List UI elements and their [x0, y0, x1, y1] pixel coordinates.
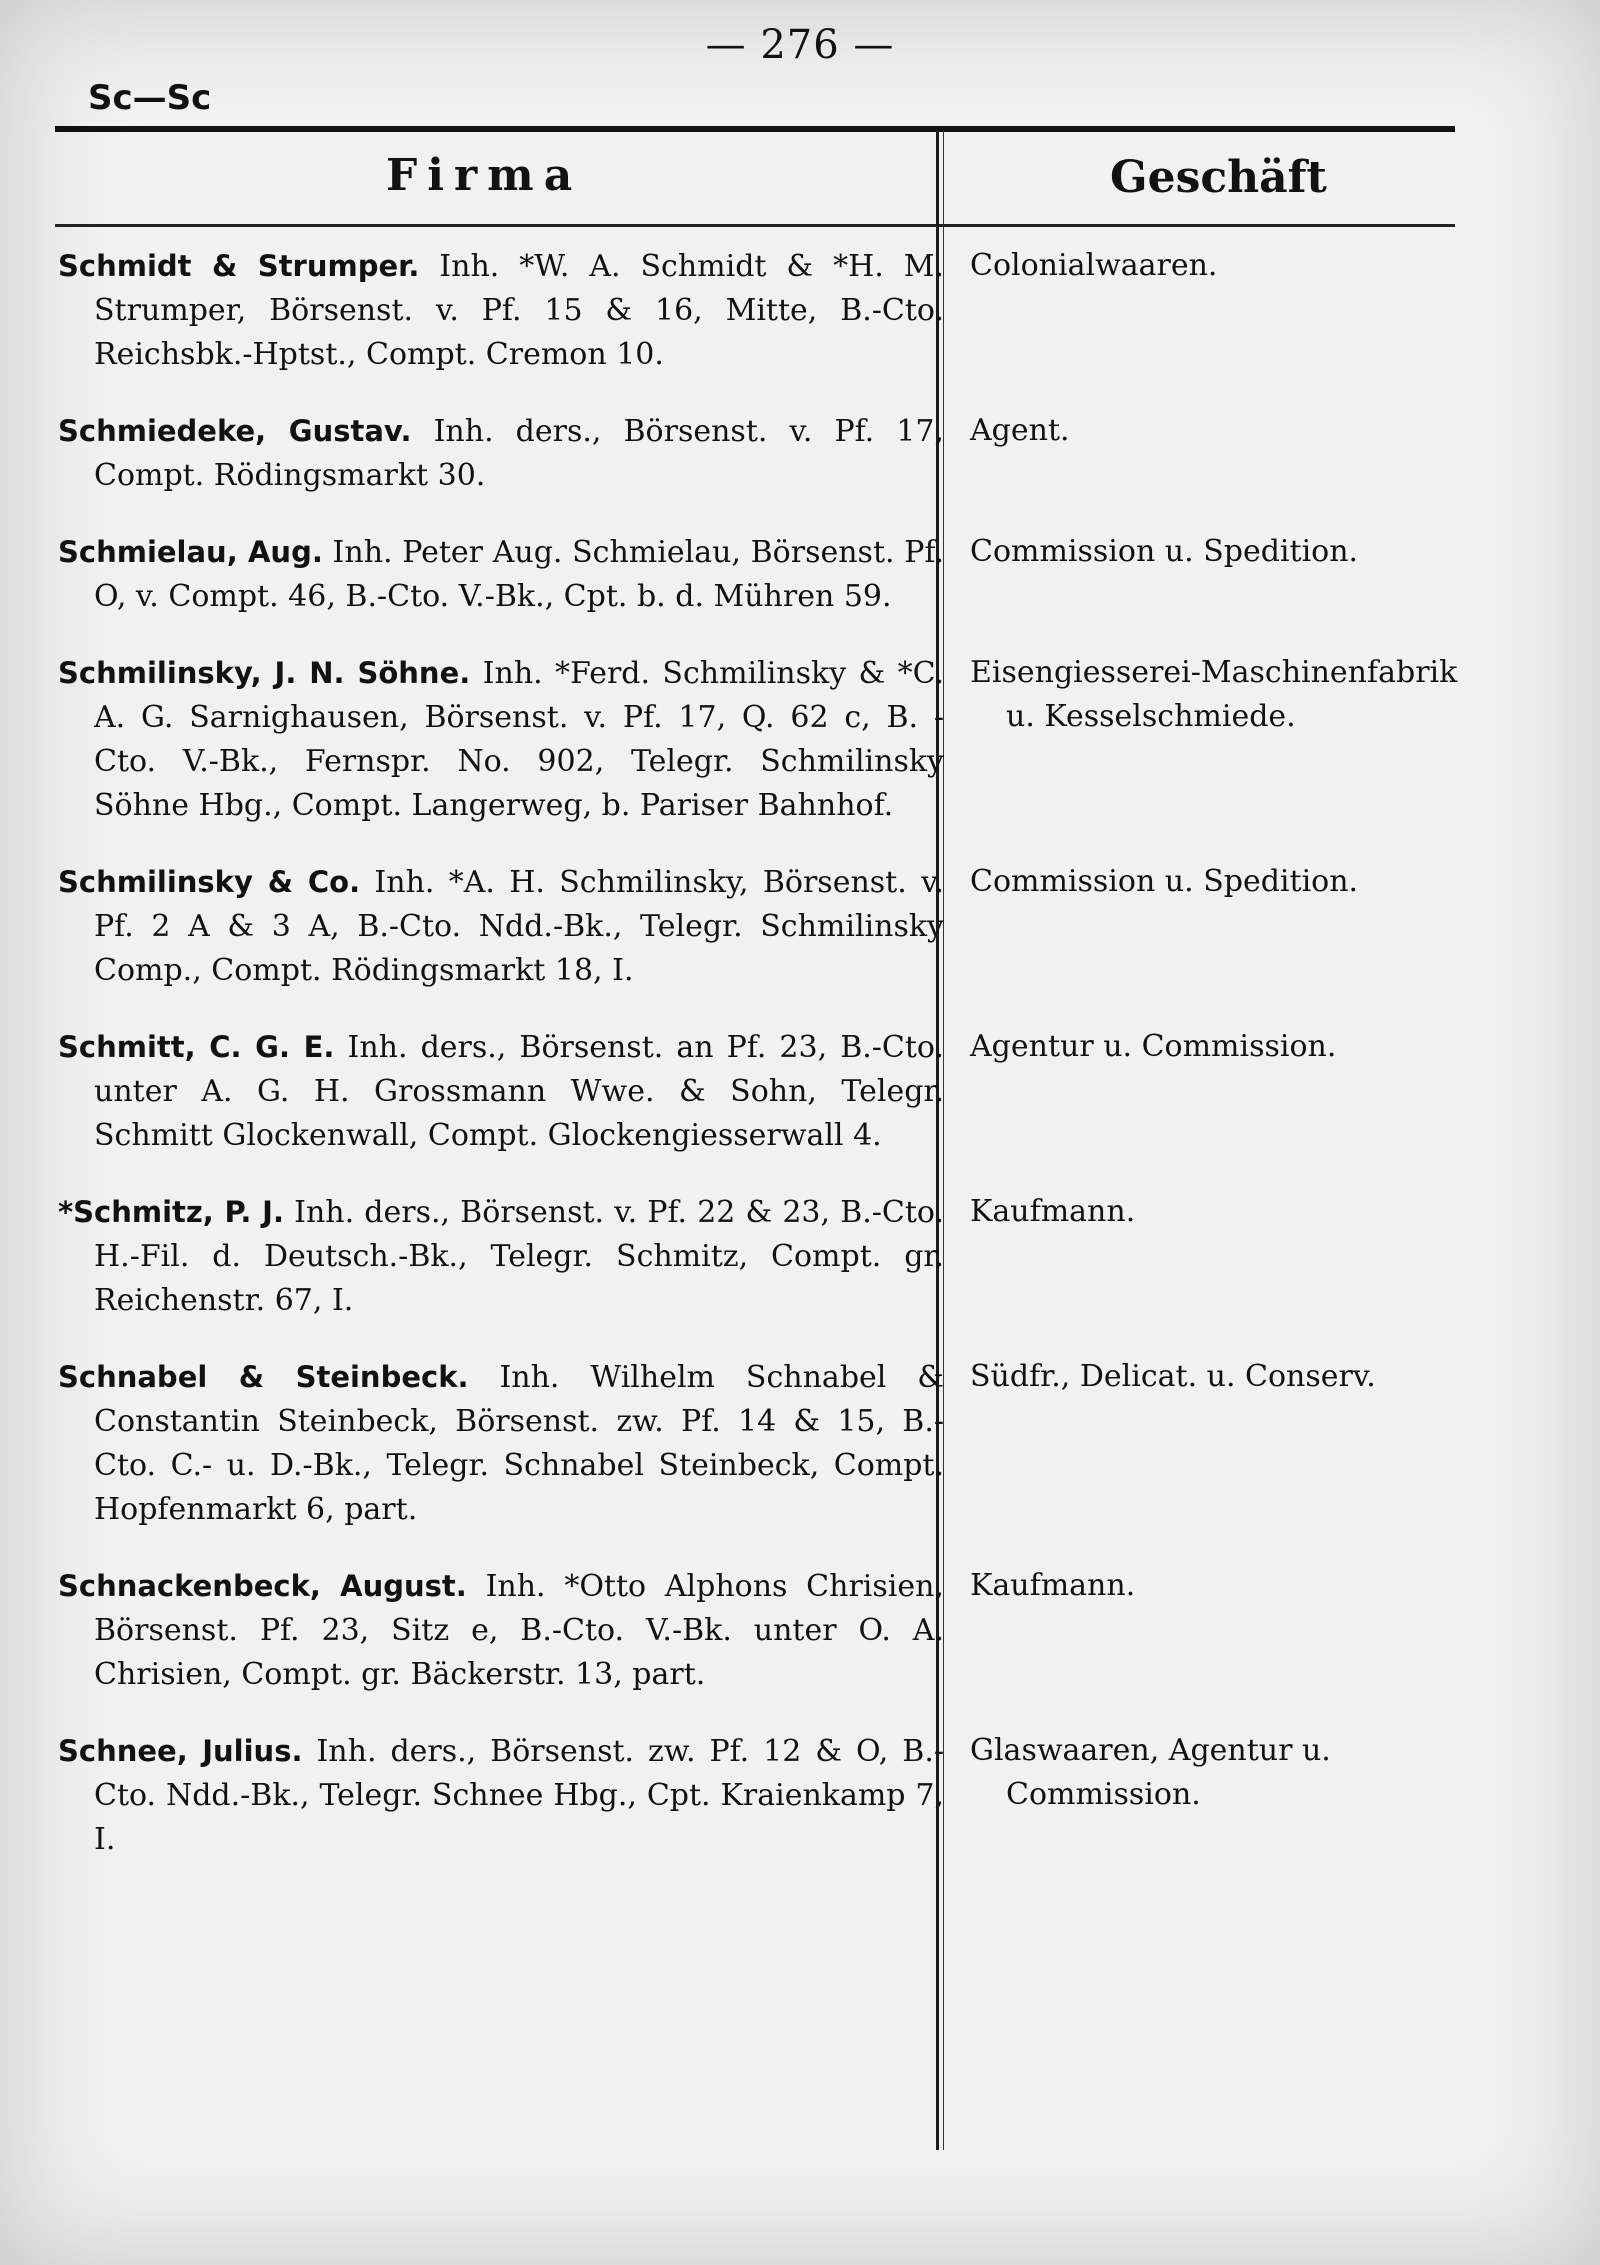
- entry-row: [0, 1190, 1600, 1323]
- entry-business: Agent.: [970, 413, 1070, 448]
- entry-name: Schnabel & Steinbeck.: [58, 1360, 469, 1394]
- entry-row: [0, 860, 1600, 993]
- entry-row: [0, 1355, 1600, 1532]
- entry-business: Kaufmann.: [970, 1194, 1136, 1229]
- entry-firma: [58, 651, 944, 828]
- entry-firma: [58, 530, 944, 619]
- entry-details: Inh. Wilhelm Schnabel & Constantin Steinbeck, Börsenst. zw. Pf. 14 & 15, B.-Cto. C.- u. D.-Bk., Telegr. Schnabel Steinbeck, Compt. Hopfenmarkt 6, part.: [94, 1360, 944, 1527]
- entry-list: [0, 244, 1600, 1894]
- entry-details: Inh. ders., Börsenst. v. Pf. 17, Compt. Rödingsmarkt 30.: [94, 414, 944, 493]
- entry-details: Inh. ders., Börsenst. zw. Pf. 12 & O, B.-Cto. Ndd.-Bk., Telegr. Schnee Hbg., Cpt. Kraienkamp 7, I.: [94, 1734, 944, 1857]
- entry-name: Schmidt & Strumper.: [58, 249, 420, 283]
- entry-business: Commission u. Spedition.: [970, 864, 1359, 899]
- entry-name: Schmiedeke, Gustav.: [58, 414, 412, 448]
- page-number: — 276 —: [705, 22, 895, 68]
- entry-firma: [58, 1025, 944, 1158]
- entry-firma: [58, 1729, 944, 1862]
- entry-row: [0, 409, 1600, 498]
- entry-details: Inh. *A. H. Schmilinsky, Börsenst. v. Pf. 2 A & 3 A, B.-Cto. Ndd.-Bk., Telegr. Schmilinsky Comp., Compt. Rödingsmarkt 18, I.: [94, 865, 944, 988]
- entry-name: Schmilinsky & Co.: [58, 865, 361, 899]
- alphabet-range-label: Sc—Sc: [88, 78, 212, 118]
- entry-business: Colonialwaaren.: [970, 248, 1218, 283]
- entry-name: Schmitt, C. G. E.: [58, 1030, 335, 1064]
- entry-name: Schmilinsky, J. N. Söhne.: [58, 656, 471, 690]
- entry-row: [0, 530, 1600, 619]
- entry-firma: [58, 1355, 944, 1532]
- entry-details: Inh. Peter Aug. Schmielau, Börsenst. Pf. O, v. Compt. 46, B.-Cto. V.-Bk., Cpt. b. d. Mühren 59.: [94, 535, 944, 614]
- entry-name: *Schmitz, P. J.: [58, 1195, 284, 1229]
- entry-business: Agentur u. Commission.: [970, 1029, 1337, 1064]
- entry-row: [0, 651, 1600, 828]
- entry-details: Inh. *Otto Alphons Chrisien, Börsenst. Pf. 23, Sitz e, B.-Cto. V.-Bk. unter O. A. Chrisien, Compt. gr. Bäckerstr. 13, part.: [94, 1569, 944, 1692]
- header-rule: [55, 224, 1455, 227]
- entry-business: Kaufmann.: [970, 1568, 1136, 1603]
- entry-details: Inh. *W. A. Schmidt & *H. M. Strumper, Börsenst. v. Pf. 15 & 16, Mitte, B.-Cto. Reichsbk.-Hptst., Compt. Cremon 10.: [94, 249, 944, 372]
- entry-details: Inh. ders., Börsenst. v. Pf. 22 & 23, B.-Cto. H.-Fil. d. Deutsch.-Bk., Telegr. Schmitz, Compt. gr. Reichenstr. 67, I.: [94, 1195, 944, 1318]
- entry-firma: [58, 1190, 944, 1323]
- entry-business: Glaswaaren, Agentur u. Commission.: [970, 1733, 1331, 1812]
- entry-row: [0, 1025, 1600, 1158]
- entry-row: [0, 1729, 1600, 1862]
- entry-business: Eisengiesserei-Maschinenfabrik u. Kesselschmiede.: [970, 655, 1458, 734]
- top-rule: [55, 126, 1455, 132]
- entry-name: Schnee, Julius.: [58, 1734, 303, 1768]
- entry-details: Inh. *Ferd. Schmilinsky & *C. A. G. Sarnighausen, Börsenst. v. Pf. 17, Q. 62 c, B. - Cto. V.-Bk., Fernspr. No. 902, Telegr. Schmilinsky Söhne Hbg., Compt. Langerweg, b. Pariser Bahnhof.: [94, 656, 944, 823]
- entry-business: Commission u. Spedition.: [970, 534, 1359, 569]
- entry-business: Südfr., Delicat. u. Conserv.: [970, 1359, 1376, 1394]
- entry-name: Schnackenbeck, August.: [58, 1569, 467, 1603]
- entry-name: Schmielau, Aug.: [58, 535, 323, 569]
- entry-firma: [58, 860, 944, 993]
- entry-row: [0, 244, 1600, 377]
- entry-row: [0, 1564, 1600, 1697]
- column-header-firma: Firma: [386, 150, 583, 201]
- entry-details: Inh. ders., Börsenst. an Pf. 23, B.-Cto. unter A. G. H. Grossmann Wwe. & Sohn, Telegr. Schmitt Glockenwall, Compt. Glockengiesserwall 4.: [94, 1030, 944, 1153]
- entry-firma: [58, 1564, 944, 1697]
- entry-firma: [58, 409, 944, 498]
- entry-firma: [58, 244, 944, 377]
- column-header-geschaeft: Geschäft: [1110, 152, 1327, 203]
